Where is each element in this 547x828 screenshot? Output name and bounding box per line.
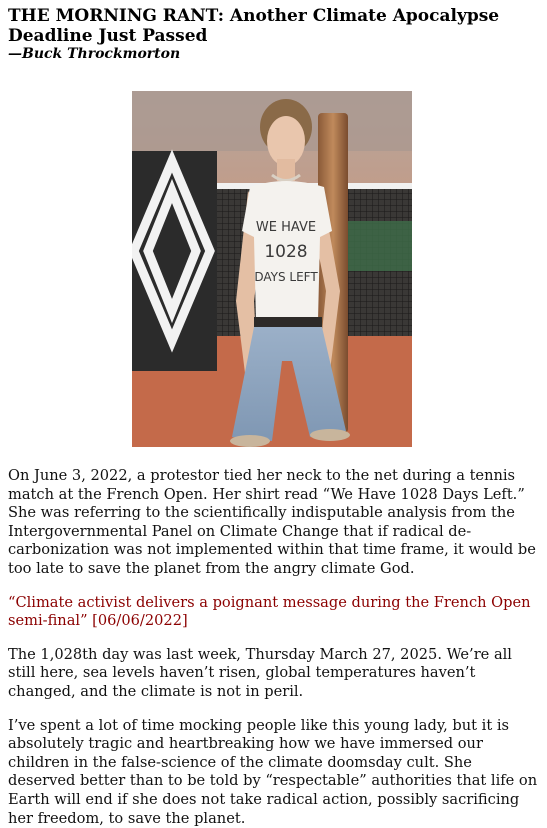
- shirt-text-line2: 1028: [263, 242, 308, 262]
- paragraph-2: The 1,028th day was last week, Thursday March 27, 2025. We’re all still here, sea levels haven’t risen, global temperatures haven’t changed, and the climate is not in peril.: [8, 645, 512, 700]
- paragraph-1: On June 3, 2022, a protestor tied her neck to the net during a tennis match at the French Open. Her shirt read “We Have 1028 Days Left.” She was referring to the scientifically indisputable analysis from the Intergovernmental Panel on Climate Change that if radical de-carbonization was not implemented within that time frame, it would be too late to save the planet from the angry climate God.: [8, 467, 536, 577]
- article-byline: —Buck Throckmorton: [8, 46, 181, 62]
- shirt-text-line3: DAYS LEFT: [253, 270, 318, 284]
- protest-photo-image: [132, 91, 412, 447]
- source-link[interactable]: [8, 594, 539, 631]
- paragraph-3: I’ve spent a lot of time mocking people like this young lady, but it is absolutely tragic and heartbreaking how we have immersed our children in the false-science of the climate doomsday cult. She deserved better than to be told by “respectable” authorities that life on Earth will end if she does not take radical action, possibly sacrificing her freedom, to save the planet.: [8, 716, 538, 827]
- protest-photo: [132, 91, 412, 447]
- source-link-text[interactable]: “Climate activist delivers a poignant message during the French Open semi-final”: [8, 593, 531, 630]
- source-link-date[interactable]: [06/06/2022]: [87, 612, 188, 630]
- shirt-text-line1: WE HAVE: [255, 220, 316, 235]
- article-title: THE MORNING RANT: Another Climate Apocalypse Deadline Just Passed: [8, 6, 500, 46]
